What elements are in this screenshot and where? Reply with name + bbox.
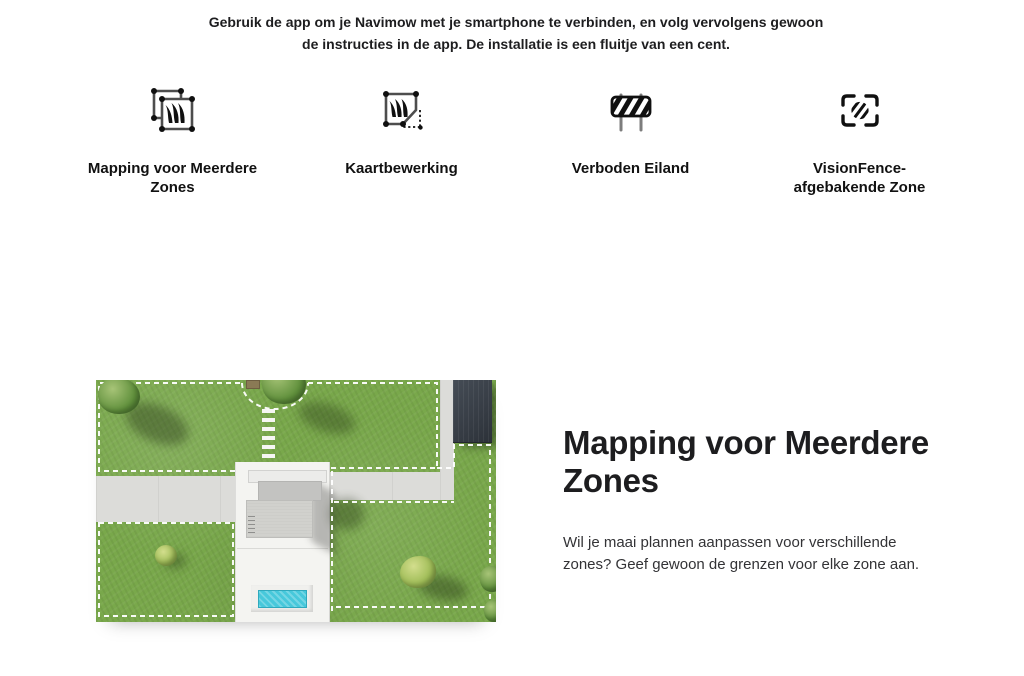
intro-text: Gebruik de app om je Navimow met je smartphone te verbinden, en volg vervolgens gewoon de instructies in de app. De installatie is een fluitje van een cent. — [208, 14, 824, 52]
feature-label: Kaartbewerking — [345, 160, 458, 177]
intro-block — [0, 12, 1024, 55]
tree-top-left — [98, 380, 140, 414]
zone-boundaries — [96, 380, 496, 622]
feature-multi-zone-mapping[interactable] — [58, 86, 287, 198]
tree-right-edge — [484, 600, 496, 622]
tree-bottom-right — [400, 556, 436, 588]
visionfence-zone-icon — [835, 86, 885, 136]
garden-illustration — [96, 380, 496, 622]
bush-bottom-left — [155, 545, 177, 566]
map-editing-icon — [377, 86, 427, 136]
barricade-icon — [606, 86, 656, 136]
multi-zone-mapping-icon — [148, 86, 198, 136]
tree-right-edge — [480, 566, 496, 592]
feature-visionfence-zone[interactable] — [745, 86, 974, 198]
section-title: Mapping voor Meerdere Zones — [563, 424, 929, 499]
feature-row — [58, 86, 974, 198]
feature-map-editing[interactable] — [287, 86, 516, 198]
feature-label: Mapping voor Meerdere Zones — [87, 160, 258, 196]
section-description: Wil je maai plannen aanpassen voor verschillende zones? Geef gewoon de grenzen voor elke zone aan. — [563, 533, 920, 574]
feature-section — [563, 424, 943, 577]
feature-forbidden-island[interactable] — [516, 86, 745, 198]
garden-bench — [246, 380, 260, 389]
zone-bottom-left-outline — [99, 523, 233, 616]
zone-right-outline — [332, 445, 490, 613]
feature-label: VisionFence-afgebakende Zone — [793, 160, 926, 196]
feature-label: Verboden Eiland — [571, 160, 690, 177]
